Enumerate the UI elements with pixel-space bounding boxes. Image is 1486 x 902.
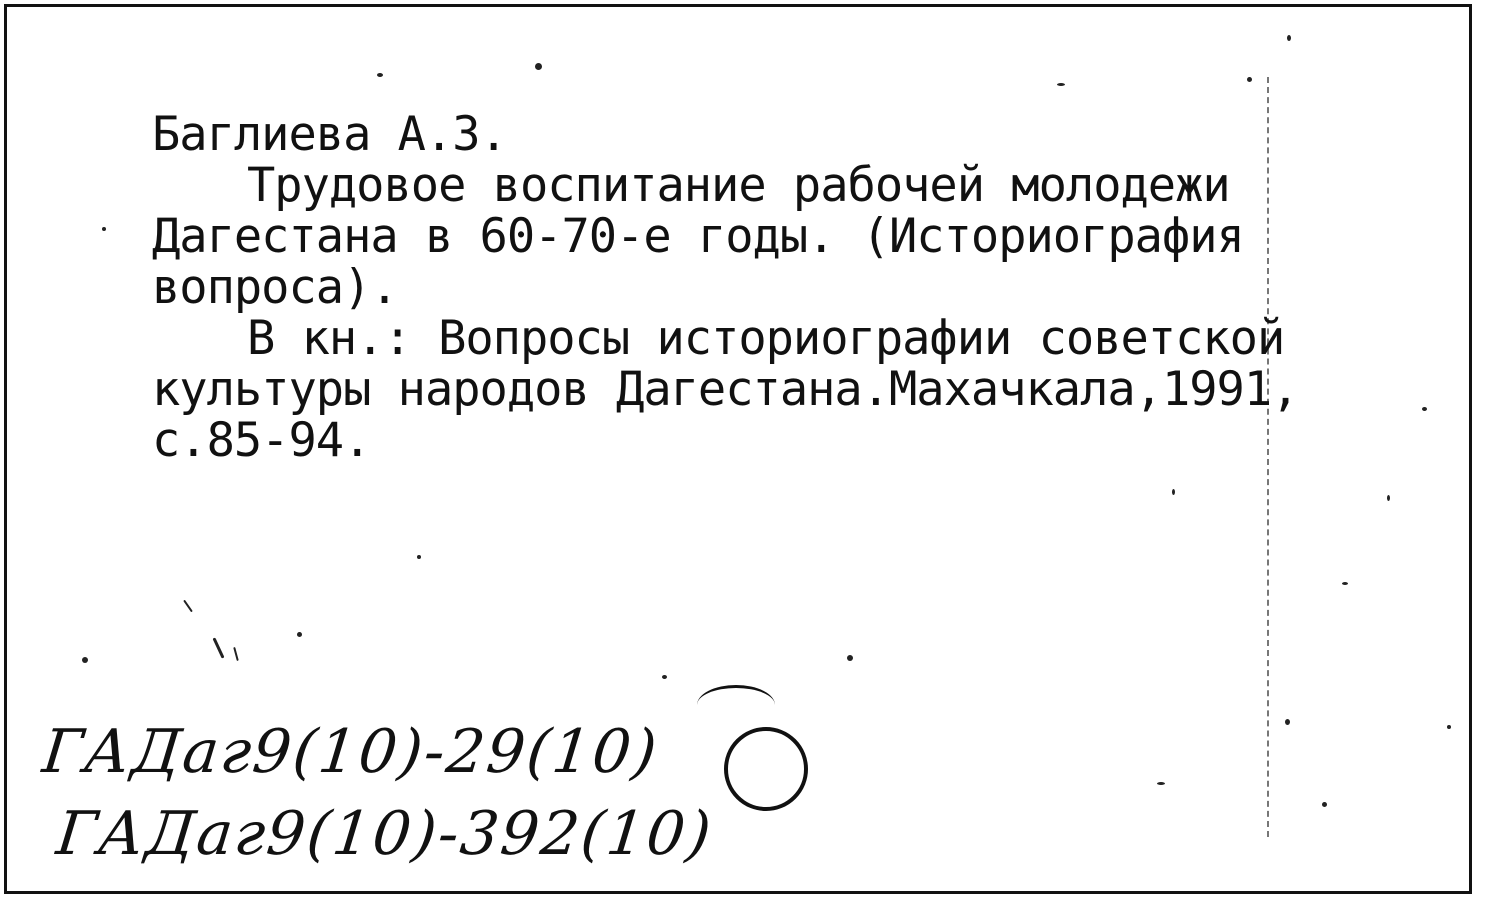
arc-mark bbox=[697, 685, 775, 725]
speck bbox=[82, 657, 88, 663]
speck bbox=[1342, 582, 1348, 585]
handwritten-shelfmarks bbox=[37, 707, 737, 887]
source-line-2: культуры народов Дагестана.Махачкала,1991, bbox=[152, 362, 1299, 417]
speck bbox=[102, 227, 106, 231]
speck bbox=[417, 555, 421, 559]
speck bbox=[377, 73, 383, 77]
speck bbox=[847, 655, 853, 661]
speck bbox=[662, 675, 667, 679]
speck bbox=[233, 647, 239, 661]
speck bbox=[1247, 77, 1252, 82]
title-line-1: Трудовое воспитание рабочей молодежи bbox=[247, 158, 1230, 213]
bibliographic-entry bbox=[152, 109, 1452, 466]
speck bbox=[297, 632, 302, 637]
punch-hole-circle bbox=[724, 727, 808, 811]
shelfmark-1: ГАДаг9(10)-29(10) bbox=[39, 717, 662, 787]
speck bbox=[1447, 725, 1451, 729]
title-line-3: вопроса). bbox=[152, 260, 398, 315]
speck bbox=[1057, 83, 1065, 86]
catalog-card bbox=[4, 4, 1472, 894]
speck bbox=[535, 63, 542, 70]
shelfmark-2: ГАДаг9(10)-392(10) bbox=[53, 799, 717, 869]
speck bbox=[183, 600, 193, 613]
speck bbox=[1157, 782, 1165, 785]
source-line-1: В кн.: Вопросы историографии советской bbox=[247, 311, 1285, 366]
speck bbox=[1287, 35, 1291, 41]
title-line-2: Дагестана в 60-70-е годы. (Историография bbox=[152, 209, 1244, 264]
speck bbox=[1172, 489, 1175, 495]
speck bbox=[1422, 407, 1427, 411]
author-line: Баглиева А.З. bbox=[152, 107, 507, 162]
source-line-3: с.85-94. bbox=[152, 413, 371, 468]
speck bbox=[1285, 719, 1290, 725]
speck bbox=[1387, 495, 1390, 501]
speck bbox=[212, 637, 224, 658]
speck bbox=[1322, 802, 1327, 807]
